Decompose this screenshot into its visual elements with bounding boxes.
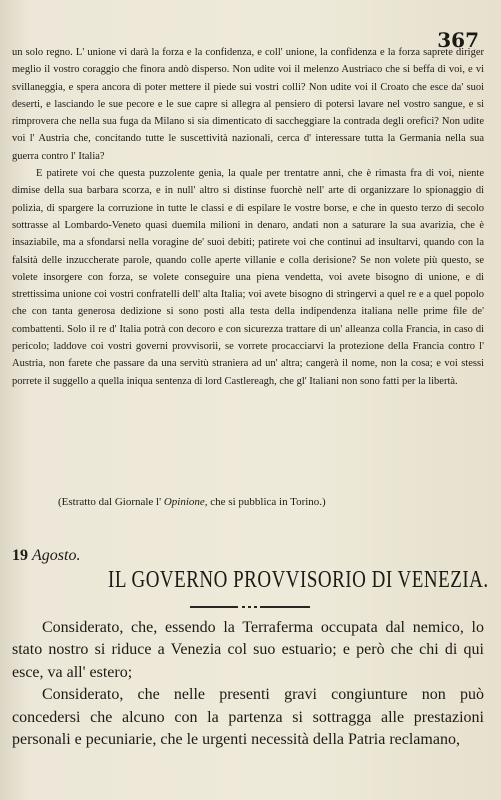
date-line [12,547,80,565]
paragraph: Considerato, che, essendo la Terraferma occupata dal nemico, lo stato nostro si riduce a Venezia col suo estuario; e però che chi di qui esce, va all' estero; [12,619,484,681]
date-month: Agosto. [32,547,81,564]
decree-body [12,617,484,751]
source-note [58,496,478,508]
source-note-text: (Estratto dal Giornale l' [58,496,164,508]
paragraph: Considerato, che nelle presenti gravi congiunture non può concedersi che alcuno con la partenza si sottragga alle prestazioni personali e pecuniarie, che le urgenti necessità della Patria reclamano, [12,686,484,749]
source-note-text: , che si pubblica in Torino.) [204,496,326,508]
paragraph: E patirete voi che questa puzzolente genìa, la quale per trentatre anni, che è rimasta fra di voi, niente dimise della sua barbara scorza, e in null' altro si distinse fuorchè nell' arte di organizzare lo spionaggio di polizia, di spargere la corruzione in tutte le classi e di espilare le vostre borse, e che in questo terzo di secolo sottrasse al Lombardo-Veneto quasi duemila milioni in denaro, andati non a saturare la sua avarizia, che è insaziabile, ma a sfondarsi nella voragine de' suoi debiti; patirete voi che continui ad insultarvi, quando con la falsità delle inzuccherate parole, quando colle aperte villanie e colla derisione? Se non volete più questo, se volete insorgere con forza, se volete conseguire una piena vendetta, voi avete bisogno di unione, e di strettissima unione coi vostri confratelli dell' alta Italia; voi avete bisogno di stringervi a quel re e a quel popolo che con tanta generosa dedizione si sono posti alla testa della indipendenza italiana nelle prime file de' combattenti. Solo il re d' Italia potrà con decoro e con sicurezza trattare di un' alleanza colla Francia, in caso di pericolo; laddove coi vostri governi provvisorii, se vorrete procacciarvi la protezione della Francia contro l' Austria, non farete che passare da una servitù straniera ad un' altra; cangerà il nome, non la cosa; e voi stessi porrete il suggello a quella iniqua sentenza di lord Castlereagh, che gl' Italiani non sono fatti per la libertà. [12,168,484,387]
article-body [12,44,484,390]
page-number: 367 [437,28,479,52]
newspaper-name: Opinione [163,496,205,508]
date-day: 19 [12,547,28,564]
paragraph: un solo regno. L' unione vi darà la forza e la confidenza, e coll' unione, la confidenza e la forza saprete diriger meglio il vostro coraggio che finora andò disperso. Non udite voi il melenzo Austriaco che si beffa di voi, e vi svillaneggia, e spera ancora di poter mettere il piede sui vostri colli? Non udite voi il Croato che esce da' suoi deserti, e lasciando le sue pecore e le sue capre si allegra al pensiero di potersi lavare nel vostro sangue, e si rimprovera che nella sua fuga da Milano si sia dimenticato di saccheggiare la contrada degli orefici? Non udite voi l' Austria che, concitando tutte le suscettività nazionali, cerca d' interessare tutta la Germania nella sua guerra contro l' Italia? [12,47,484,162]
section-heading: IL GOVERNO PROVVISORIO DI VENEZIA. [108,567,489,594]
ornament-divider [190,605,310,609]
